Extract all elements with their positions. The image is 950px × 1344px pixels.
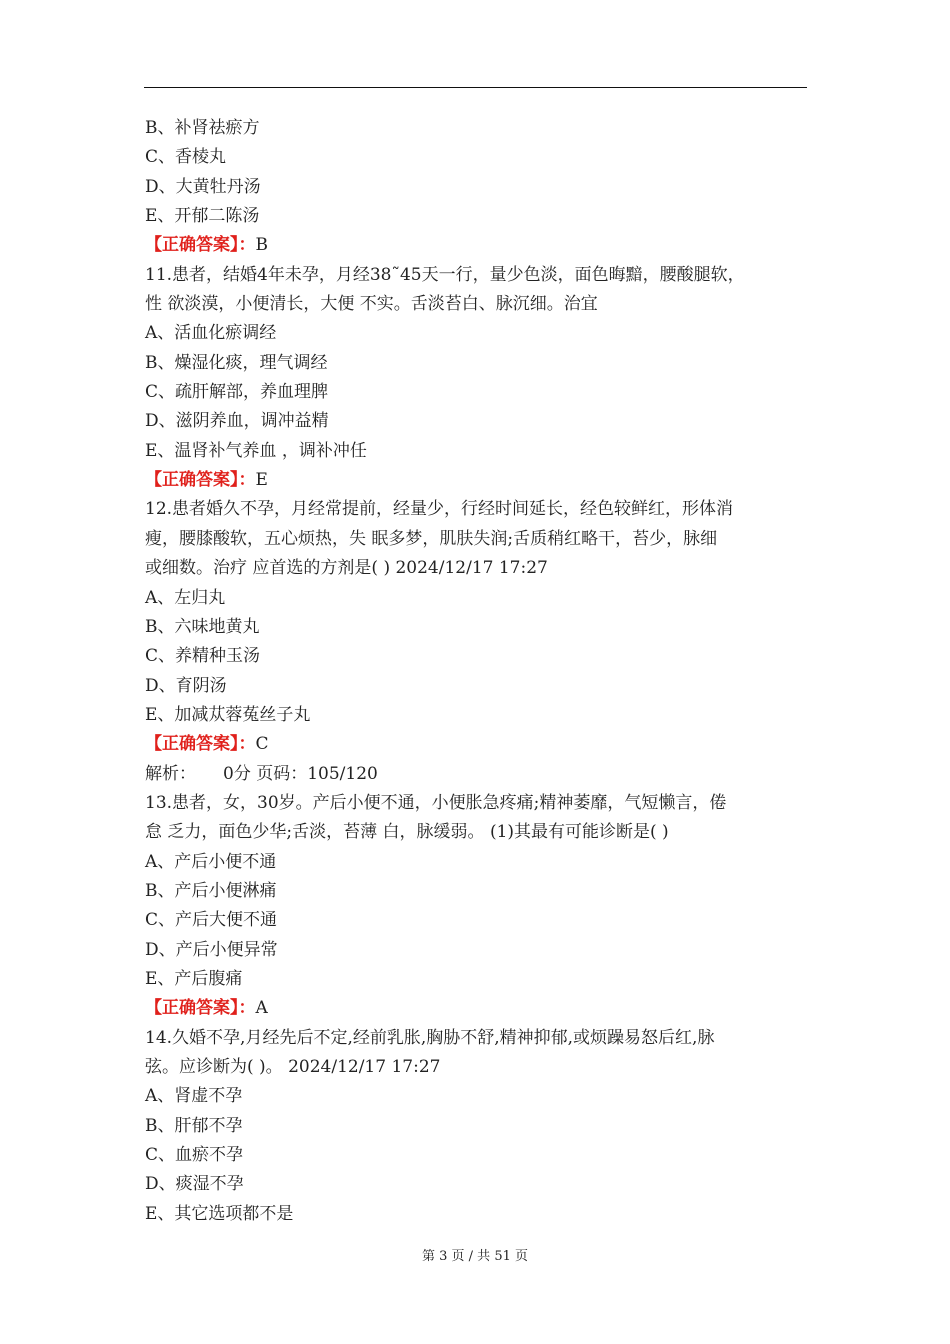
answer-option: C、香棱丸 <box>145 147 227 168</box>
page-footer: 第 3 页 / 共 51 页 <box>422 1249 528 1264</box>
question-text: 怠 乏力，面色少华;舌淡，苔薄 白，脉缓弱。 (1)其最有可能诊断是( ) <box>145 822 669 843</box>
question-text: 14.久婚不孕,月经先后不定,经前乳胀,胸胁不舒,精神抑郁,或烦躁易怒后红,脉 <box>145 1027 715 1048</box>
analysis-line: 解析： 0分 页码：105/120 <box>145 763 378 784</box>
correct-answer <box>145 994 815 1023</box>
answer-option: E、加减苁蓉菟丝子丸 <box>145 704 311 725</box>
answer-option: C、产后大便不通 <box>145 910 278 931</box>
answer-option: D、育阴汤 <box>145 675 227 696</box>
answer-label: 【正确答案】： <box>145 235 256 256</box>
document-body <box>145 114 815 1229</box>
header-rule <box>144 87 807 88</box>
question-text: 弦。应诊断为( )。 2024/12/17 17:27 <box>145 1057 441 1077</box>
answer-value: E <box>255 470 268 491</box>
answer-option: C、疏肝解部，养血理脾 <box>145 382 329 403</box>
question-text: 11.患者，结婚4年未孕，月经38˜45天一行，量少色淡，面色晦黯，腰酸腿软， <box>145 264 745 285</box>
correct-answer <box>145 730 815 759</box>
question-text: 瘦，腰膝酸软，五心烦热，失 眠多梦，肌肤失润;舌质稍红略干，苔少，脉细 <box>145 528 718 549</box>
answer-option: C、血瘀不孕 <box>145 1145 244 1166</box>
answer-option: D、大黄牡丹汤 <box>145 176 261 197</box>
question-text: 13.患者，女，30岁。产后小便不通，小便胀急疼痛;精神萎靡，气短懒言，倦 <box>145 792 727 813</box>
answer-option: B、补肾祛瘀方 <box>145 118 260 138</box>
answer-label: 【正确答案】： <box>145 998 256 1019</box>
correct-answer <box>145 231 815 260</box>
answer-option: D、痰湿不孕 <box>145 1174 244 1195</box>
answer-value: A <box>255 998 268 1019</box>
answer-option: B、产后小便淋痛 <box>145 880 277 901</box>
answer-value: B <box>255 235 268 256</box>
answer-label: 【正确答案】： <box>145 470 256 491</box>
answer-option: A、活血化瘀调经 <box>145 323 277 344</box>
answer-label: 【正确答案】： <box>145 734 256 755</box>
answer-option: E、其它选项都不是 <box>145 1203 294 1224</box>
answer-option: E、温肾补气养血 ，调补冲任 <box>145 440 367 461</box>
answer-value: C <box>255 734 269 755</box>
answer-option: E、开郁二陈汤 <box>145 206 260 227</box>
answer-option: D、产后小便异常 <box>145 939 278 960</box>
answer-option: A、肾虚不孕 <box>145 1086 243 1107</box>
answer-option: C、养精种玉汤 <box>145 646 261 667</box>
answer-option: E、产后腹痛 <box>145 968 243 989</box>
correct-answer <box>145 466 815 495</box>
question-text: 性 欲淡漠，小便清长，大便 不实。舌淡苔白、脉沉细。治宜 <box>145 294 598 315</box>
question-text: 或细数。治疗 应首选的方剂是( ) 2024/12/17 17:27 <box>145 558 548 579</box>
question-text: 12.患者婚久不孕，月经常提前，经量少，行经时间延长，经色较鲜红，形体消 <box>145 499 734 520</box>
answer-option: B、燥湿化痰，理气调经 <box>145 352 328 373</box>
answer-option: B、肝郁不孕 <box>145 1115 243 1136</box>
answer-option: B、六味地黄丸 <box>145 616 260 637</box>
answer-option: A、产后小便不通 <box>145 851 277 872</box>
answer-option: D、滋阴养血，调冲益精 <box>145 411 329 432</box>
answer-option: A、左归丸 <box>145 587 226 608</box>
